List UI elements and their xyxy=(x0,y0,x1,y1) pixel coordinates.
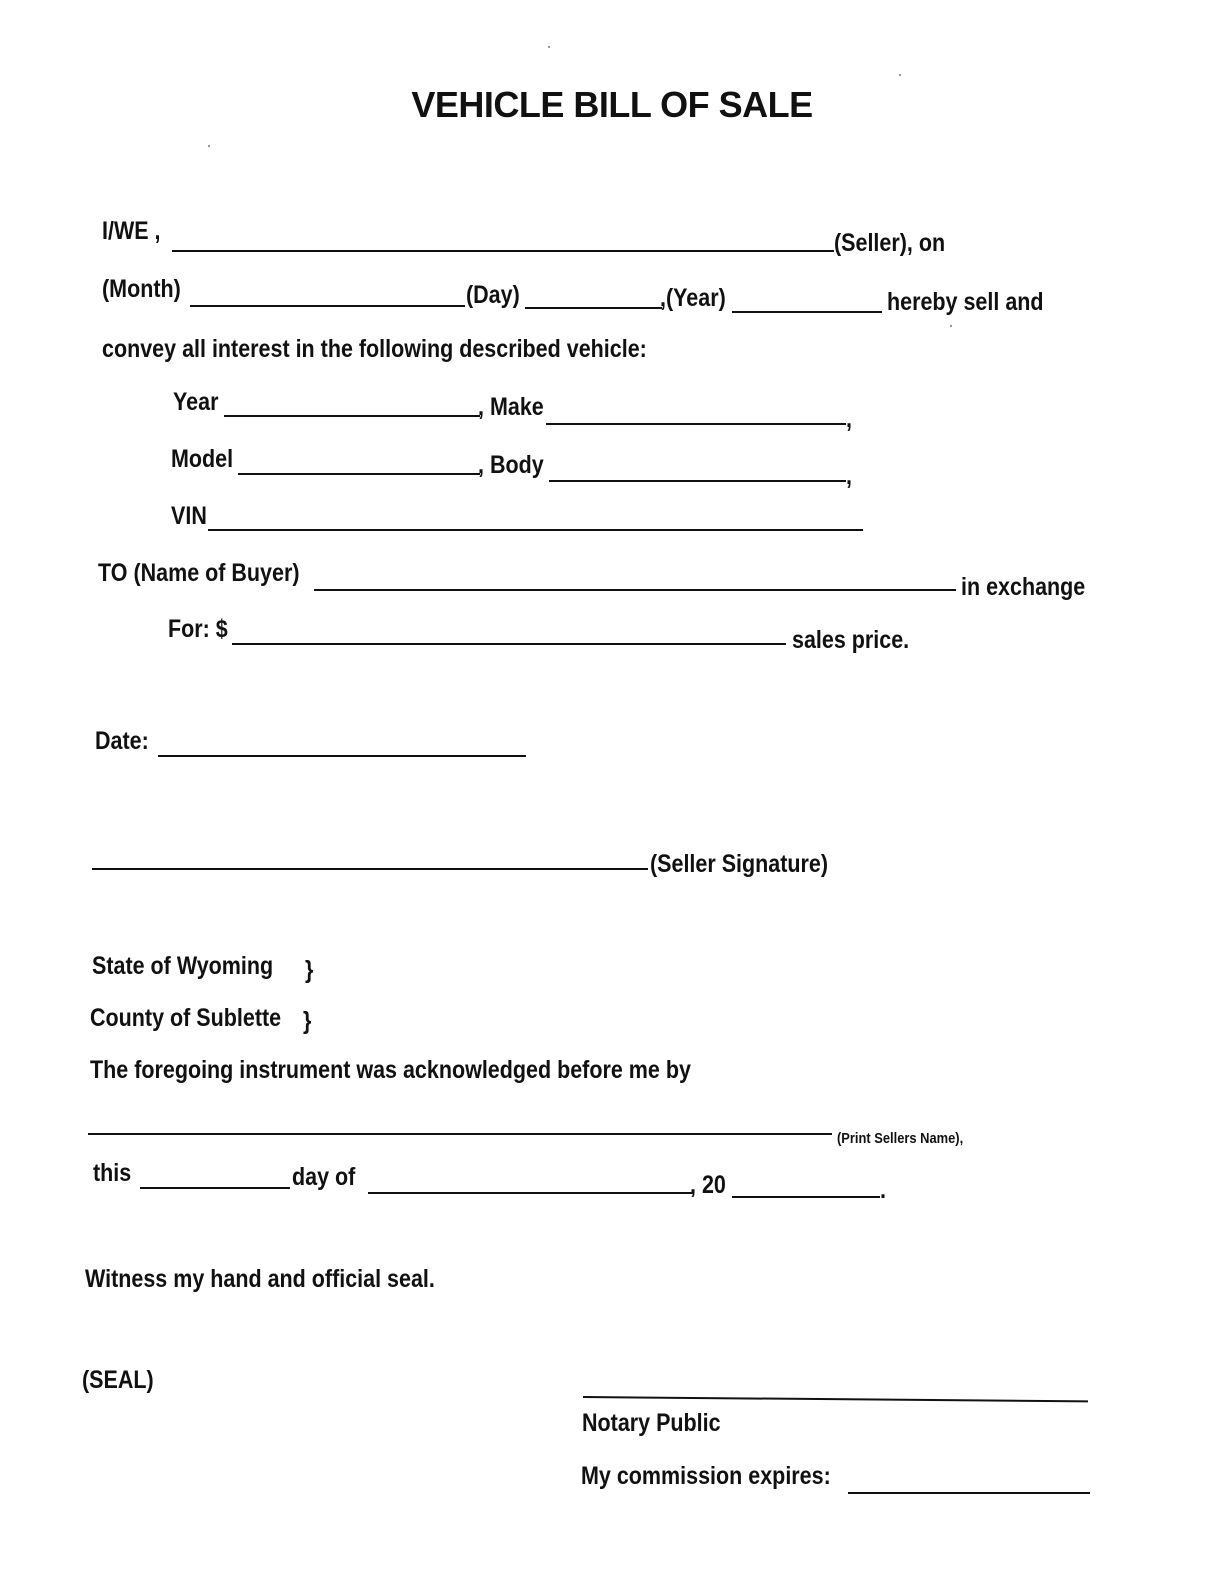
buyer-to-label: TO (Name of Buyer) xyxy=(98,559,300,587)
commission-expires-line[interactable] xyxy=(848,1492,1090,1494)
form-title: VEHICLE BILL OF SALE xyxy=(411,84,813,125)
county-label: County of Sublette xyxy=(90,1004,282,1032)
vin-line[interactable] xyxy=(208,529,863,531)
exchange-label: in exchange xyxy=(961,573,1086,601)
notary-public-label: Notary Public xyxy=(582,1409,721,1437)
month-line[interactable] xyxy=(190,305,465,307)
print-sellers-name-line[interactable] xyxy=(88,1133,832,1135)
model-line[interactable] xyxy=(238,473,480,475)
date-label: Date: xyxy=(95,727,149,755)
sale-year-line[interactable] xyxy=(732,311,882,313)
county-brace: } xyxy=(303,1007,312,1035)
day-number-line[interactable] xyxy=(140,1187,290,1189)
iwe-label: I/WE , xyxy=(102,217,161,245)
day-line[interactable] xyxy=(525,307,662,309)
model-label: Model xyxy=(171,445,234,473)
seller-on-label: (Seller), on xyxy=(834,229,946,257)
print-sellers-name-label: (Print Sellers Name), xyxy=(837,1130,964,1147)
month-of-line[interactable] xyxy=(368,1192,693,1194)
twenty-label: , 20 xyxy=(690,1171,726,1199)
sales-price-line[interactable] xyxy=(232,643,786,645)
vin-label: VIN xyxy=(171,502,207,530)
year-of-line[interactable] xyxy=(732,1196,880,1198)
witness-text: Witness my hand and official seal. xyxy=(85,1265,435,1293)
seal-label: (SEAL) xyxy=(82,1366,154,1394)
sales-price-label: sales price. xyxy=(792,626,910,654)
hereby-label: hereby sell and xyxy=(887,288,1044,316)
body-line[interactable] xyxy=(549,480,846,482)
scan-speck xyxy=(899,74,901,76)
scan-speck xyxy=(548,46,550,48)
convey-text: convey all interest in the following described vehicle: xyxy=(102,335,647,363)
seller-signature-label: (Seller Signature) xyxy=(650,850,829,878)
year-label: ,(Year) xyxy=(660,284,726,312)
make-label: , Make xyxy=(478,393,544,421)
day-of-label: day of xyxy=(292,1163,356,1191)
day-label: (Day) xyxy=(466,281,520,309)
state-label: State of Wyoming xyxy=(92,952,274,980)
month-label: (Month) xyxy=(102,275,181,303)
seller-name-line[interactable] xyxy=(172,250,834,252)
acknowledged-text: The foregoing instrument was acknowledged before me by xyxy=(90,1056,691,1084)
make-line[interactable] xyxy=(546,423,846,425)
vehicle-year-label: Year xyxy=(173,388,219,416)
state-brace: } xyxy=(305,956,314,984)
commission-label: My commission expires: xyxy=(581,1462,831,1490)
scan-speck xyxy=(950,325,952,327)
vehicle-year-line[interactable] xyxy=(224,415,480,417)
buyer-name-line[interactable] xyxy=(314,589,956,591)
make-comma: , xyxy=(846,405,852,433)
this-label: this xyxy=(93,1159,132,1187)
date-line[interactable] xyxy=(158,755,526,757)
period-label: . xyxy=(880,1176,886,1204)
seller-signature-line[interactable] xyxy=(92,868,648,870)
scan-speck xyxy=(208,145,210,147)
for-label: For: $ xyxy=(168,615,228,643)
body-label: , Body xyxy=(478,451,544,479)
body-comma: , xyxy=(846,462,852,490)
notary-signature-line[interactable] xyxy=(583,1396,1088,1402)
